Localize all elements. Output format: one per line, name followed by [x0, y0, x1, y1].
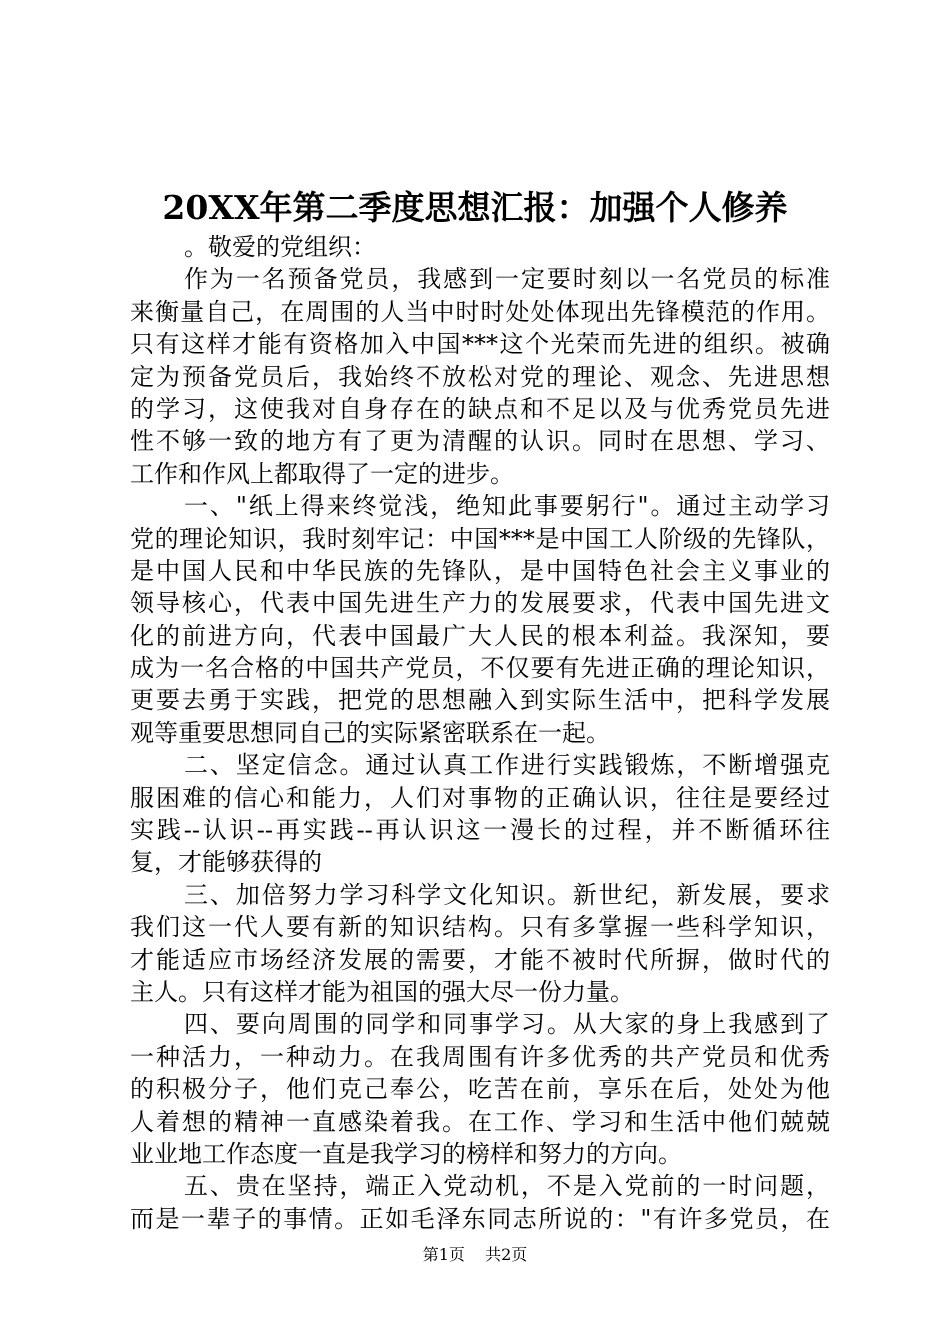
text-line: 的积极分子，他们克己奉公，吃苦在前，享乐在后，处处为他: [130, 1075, 830, 1104]
text-line: 党的理论知识，我时刻牢记：中国***是中国工人阶级的先锋队，: [130, 524, 830, 553]
text-line: 一、"纸上得来终觉浅，绝知此事要躬行"。通过主动学习: [184, 492, 830, 521]
text-line: 性不够一致的地方有了更为清醒的认识。同时在思想、学习、: [130, 427, 830, 456]
text-line: 工作和作风上都取得了一定的进步。: [130, 459, 514, 488]
text-line: 服困难的信心和能力，人们对事物的正确认识，往往是要经过: [130, 783, 830, 812]
text-line: 二、坚定信念。通过认真工作进行实践锻炼，不断增强克: [184, 751, 830, 780]
page-footer: [0, 1243, 950, 1267]
text-line: 我们这一代人要有新的知识结构。只有多掌握一些科学知识，: [130, 913, 830, 942]
text-line: 只有这样才能有资格加入中国***这个光荣而先进的组织。被确: [130, 330, 830, 359]
text-line: 领导核心，代表中国先进生产力的发展要求，代表中国先进文: [130, 589, 830, 618]
text-line: 成为一名合格的中国共产党员，不仅要有先进正确的理论知识，: [130, 654, 830, 683]
text-line: 的学习，这使我对自身存在的缺点和不足以及与优秀党员先进: [130, 394, 830, 423]
text-line: 而是一辈子的事情。正如毛泽东同志所说的："有许多党员，在: [130, 1204, 830, 1233]
text-line: 人着想的精神一直感染着我。在工作、学习和生活中他们兢兢: [130, 1107, 830, 1136]
text-line: 更要去勇于实践，把党的思想融入到实际生活中，把科学发展: [130, 686, 830, 715]
document-body: [130, 231, 830, 1235]
text-line: 一种活力，一种动力。在我周围有许多优秀的共产党员和优秀: [130, 1042, 830, 1071]
text-line: 作为一名预备党员，我感到一定要时刻以一名党员的标准: [184, 265, 830, 294]
text-line: 。敬爱的党组织：: [184, 233, 376, 261]
text-line: 主人。只有这样才能为祖国的强大尽一份力量。: [130, 977, 634, 1006]
page-total: 共2页: [485, 1245, 528, 1264]
page-title: 20XX年第二季度思想汇报：加强个人修养: [162, 188, 788, 227]
text-line: 四、要向周围的同学和同事学习。从大家的身上我感到了: [184, 1010, 830, 1039]
text-line: 业业地工作态度一直是我学习的榜样和努力的方向。: [130, 1139, 682, 1168]
text-line: 观等重要思想同自己的实际紧密联系在一起。: [130, 718, 610, 747]
page-number: 第1页: [422, 1245, 465, 1264]
text-line: 三、加倍努力学习科学文化知识。新世纪，新发展，要求: [184, 880, 830, 909]
text-line: 五、贵在坚持，端正入党动机，不是入党前的一时问题，: [184, 1172, 830, 1201]
text-line: 复，才能够获得的: [130, 848, 322, 877]
text-line: 实践--认识--再实践--再认识这一漫长的过程，并不断循环往: [130, 816, 830, 845]
text-line: 才能适应市场经济发展的需要，才能不被时代所摒，做时代的: [130, 945, 830, 974]
text-line: 化的前进方向，代表中国最广大人民的根本利益。我深知，要: [130, 621, 830, 650]
text-line: 是中国人民和中华民族的先锋队，是中国特色社会主义事业的: [130, 556, 830, 585]
text-line: 定为预备党员后，我始终不放松对党的理论、观念、先进思想: [130, 362, 830, 391]
text-line: 来衡量自己，在周围的人当中时时处处体现出先锋模范的作用。: [130, 297, 830, 326]
